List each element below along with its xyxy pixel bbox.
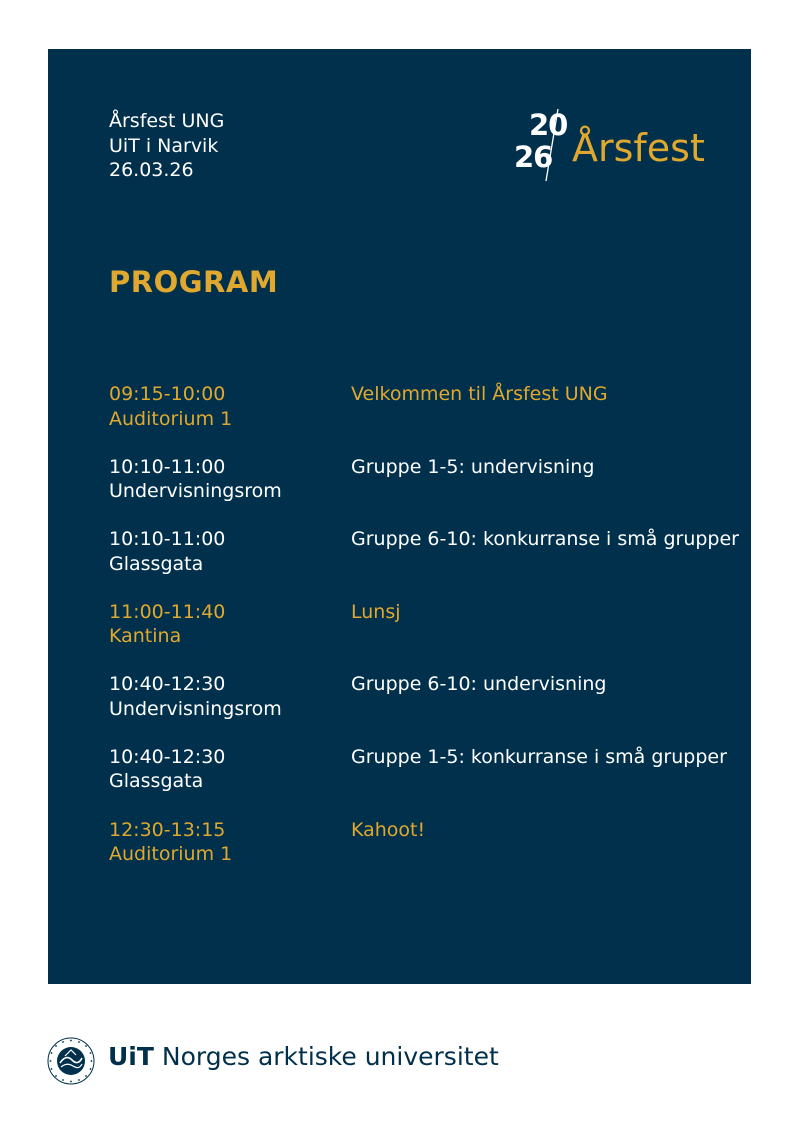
- schedule-time: 11:00-11:40: [109, 600, 226, 623]
- schedule-row: [109, 600, 749, 673]
- schedule-place: Undervisningsrom: [109, 697, 282, 720]
- uit-seal-icon: [46, 1036, 96, 1086]
- logo-slash-icon: [544, 107, 560, 185]
- schedule-when: [109, 455, 282, 504]
- schedule-activity: Gruppe 6-10: undervisning: [351, 673, 607, 696]
- schedule-list: [109, 382, 749, 890]
- footer: [46, 1034, 546, 1084]
- brand-bold: UiT: [108, 1042, 154, 1071]
- schedule-time: 10:10-11:00: [109, 528, 226, 551]
- schedule-time: 10:40-12:30: [109, 745, 226, 768]
- schedule-place: Undervisningsrom: [109, 480, 282, 503]
- schedule-place: Glassgata: [109, 770, 204, 793]
- schedule-time: 10:10-11:00: [109, 455, 226, 478]
- event-name: Årsfest UNG: [109, 110, 225, 132]
- schedule-place: Auditorium 1: [109, 407, 233, 430]
- arsfest-logo: [514, 109, 714, 184]
- schedule-row: [109, 818, 749, 891]
- logo-word: Årsfest: [572, 126, 705, 170]
- schedule-place: Kantina: [109, 625, 182, 648]
- schedule-time: 09:15-10:00: [109, 383, 226, 405]
- logo-year-bottom: 26: [514, 140, 553, 174]
- schedule-when: [109, 818, 232, 867]
- program-title: PROGRAM: [109, 265, 279, 299]
- schedule-when: [109, 382, 232, 431]
- schedule-place: Glassgata: [109, 552, 204, 575]
- schedule-time: 12:30-13:15: [109, 818, 226, 841]
- schedule-row: [109, 455, 749, 528]
- schedule-place: Auditorium 1: [109, 843, 233, 866]
- schedule-activity: Gruppe 1-5: konkurranse i små grupper: [351, 745, 727, 768]
- schedule-row: [109, 382, 749, 455]
- schedule-row: [109, 672, 749, 745]
- schedule-row: [109, 745, 749, 818]
- schedule-when: [109, 600, 225, 649]
- schedule-activity: Gruppe 1-5: undervisning: [351, 455, 595, 478]
- event-date: 26.03.26: [109, 159, 194, 181]
- schedule-when: [109, 527, 225, 576]
- schedule-row: [109, 527, 749, 600]
- event-info: [109, 109, 224, 183]
- university-name: [108, 1042, 499, 1071]
- brand-rest: Norges arktiske universitet: [153, 1042, 499, 1071]
- schedule-time: 10:40-12:30: [109, 673, 226, 696]
- event-location: UiT i Narvik: [109, 134, 219, 157]
- program-panel: [48, 49, 751, 984]
- logo-year-top: 20: [529, 108, 568, 142]
- schedule-activity: Velkommen til Årsfest UNG: [351, 383, 608, 405]
- schedule-when: [109, 672, 282, 721]
- schedule-when: [109, 745, 225, 794]
- schedule-activity: Lunsj: [351, 600, 401, 623]
- schedule-activity: Gruppe 6-10: konkurranse i små grupper: [351, 528, 739, 551]
- schedule-activity: Kahoot!: [351, 818, 426, 841]
